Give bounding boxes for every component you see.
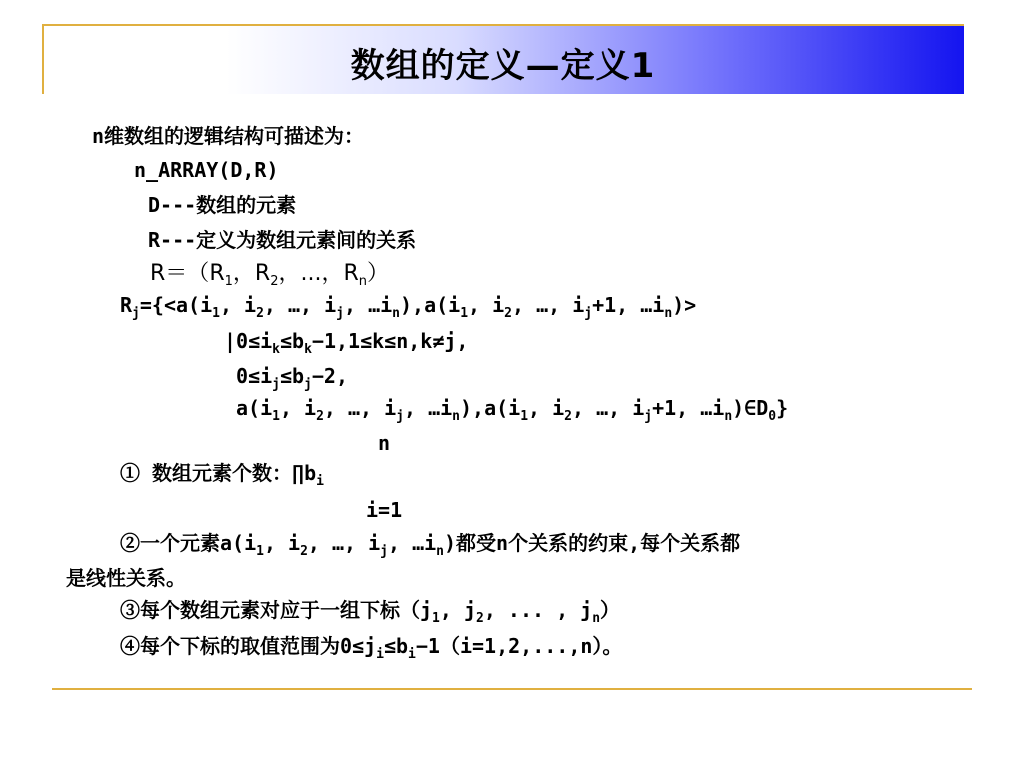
condition-line-3: $a(i_1$, $i_2$, …, $i_j$, $\dots i_n),a(i_1$, $i_2$, …, $i_j+1$, $\dots i_n)\in D_0$} <box>236 396 789 424</box>
bottom-divider <box>52 688 972 690</box>
page-title: 数组的定义—定义1 <box>350 46 656 86</box>
relation-set-line: $R=(R_1$，$R_2$，...，$R_n$） <box>150 261 390 289</box>
rj-formula-line: $R_j=\{<a(i_1$, $i_2$, …, $i_j$, $\dots i_n),a(i_1$, $i_2$, …, $i_j+1$, $\dots i_n)>$ <box>120 293 697 321</box>
title-top-rule <box>42 24 964 26</box>
item-three-subscripts: ③每个数组元素对应于一组下标（$j_1$, $j_2$, ... , $j_n$） <box>120 598 621 626</box>
intro-line: n维数组的逻辑结构可描述为： <box>92 124 365 148</box>
item-two-continuation: 是线性关系。 <box>66 566 186 590</box>
condition-line-2: $0\le i_j\le b_j-2$, <box>236 364 348 392</box>
item-four-range: ④每个下标的取值范围为$0\le j_i\le b_i-1(i=1,2,...,n)$。 <box>120 634 623 662</box>
condition-line-1: $|0\le i_k\le b_k-1,1\le k\le n,k\ne j$, <box>224 329 469 357</box>
product-upper-limit: n <box>378 431 391 455</box>
d-definition: D---数组的元素 <box>148 193 297 217</box>
item-two-constraints: ②一个元素$a(i_1$, $i_2$, …, $i_j$, $\dots i_n$)都受n个关系的约束,每个关系都 <box>120 531 741 559</box>
title-left-rule <box>42 24 44 94</box>
product-lower-limit: i=1 <box>366 498 403 522</box>
r-definition: R---定义为数组元素间的关系 <box>148 228 417 252</box>
array-definition: n_ARRAY(D,R) <box>134 158 279 182</box>
item-one-element-count: ① 数组元素个数：$\prod b_i$ <box>120 461 324 489</box>
title-bar <box>42 24 964 94</box>
